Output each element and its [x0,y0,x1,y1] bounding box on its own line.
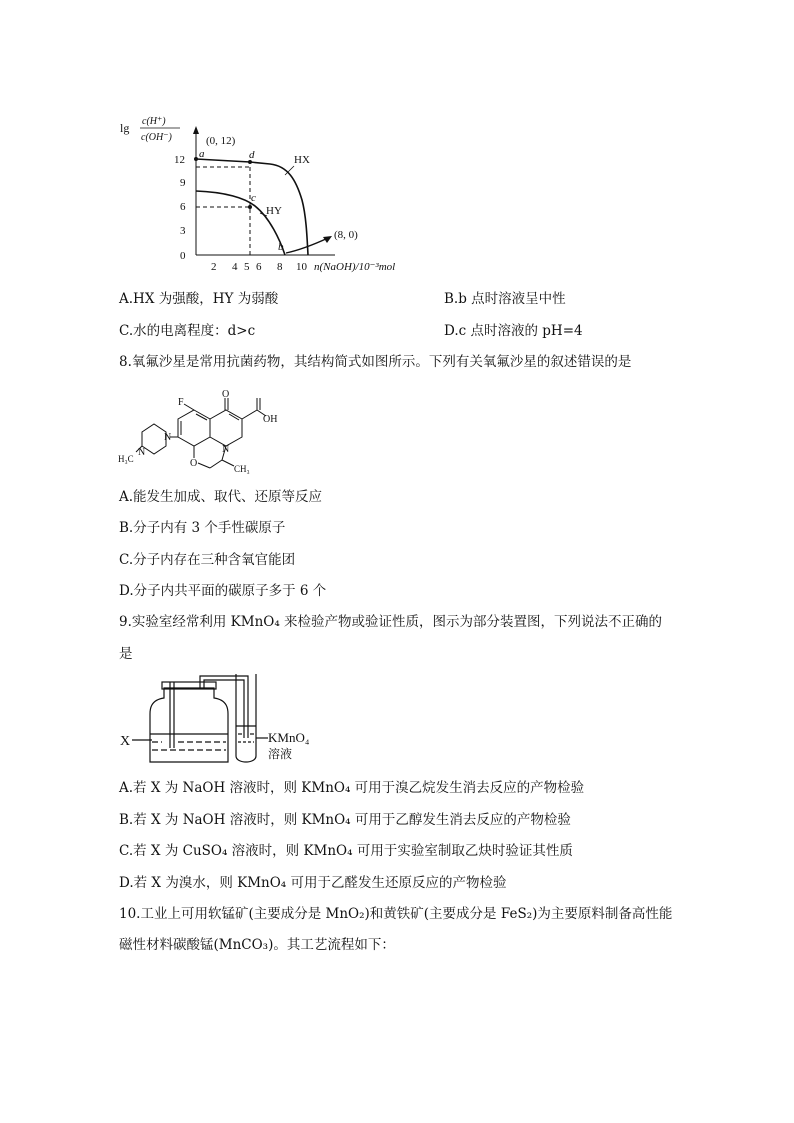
svg-text:N: N [164,432,172,443]
q8-option-b: B.分子内有 3 个手性碳原子 [119,520,286,536]
gas-washing-apparatus [118,668,328,768]
hx-label: HX [294,154,310,166]
x-tick: 4 [232,261,238,273]
svg-text:N: N [222,444,230,455]
svg-text:CH₃: CH₃ [234,464,250,474]
q9-option-a: A.若 X 为 NaOH 溶液时，则 KMnO₄ 可用于溴乙烷发生消去反应的产物检验 [119,780,585,796]
q9-stem-line2: 是 [119,646,133,662]
y-axis-label-prefix: lg [120,121,130,135]
titration-graph [110,110,450,280]
q7-option-a: A.HX 为强酸，HY 为弱酸 [119,291,279,307]
q9-option-c: C.若 X 为 CuSO₄ 溶液时，则 KMnO₄ 可用于实验室制取乙炔时验证其性质 [119,843,573,859]
reagent-label-line2: 溶液 [268,747,293,761]
svg-text:OH: OH [263,414,278,425]
y-tick: 3 [180,225,186,237]
q7-option-c: C.水的电离程度：d>c [119,323,256,339]
x-tick: 5 [244,261,250,273]
point-start-label: (0, 12) [206,135,236,147]
ofloxacin-structure [118,388,278,474]
point-d-label: d [249,149,255,161]
y-axis-label-denominator: c(OH⁻) [141,132,172,143]
q7-option-d: D.c 点时溶液的 pH=4 [444,323,583,339]
q8-option-a: A.能发生加成、取代、还原等反应 [119,489,323,505]
x-label: X [120,734,131,749]
point-b-label: b [278,241,284,253]
q10-stem-line1: 10.工业上可用软锰矿(主要成分是 MnO₂)和黄铁矿(主要成分是 FeS₂)为主要原料制备高性能 [119,906,673,922]
hy-label: HY [266,205,282,217]
reagent-label-line1: KMnO₄ [268,730,310,745]
y-tick: 9 [180,177,186,189]
hy-curve [196,191,285,255]
point-a-label: a [199,148,205,160]
y-tick: 12 [174,154,185,166]
q10-stem-line2: 磁性材料碳酸锰(MnCO₃)。其工艺流程如下： [119,937,395,953]
svg-text:O: O [190,458,198,469]
x-tick: 10 [296,261,307,273]
x-tick: 8 [277,261,283,273]
q8-option-c: C.分子内存在三种含氧官能团 [119,552,296,568]
q9-option-b: B.若 X 为 NaOH 溶液时，则 KMnO₄ 可用于乙醇发生消去反应的产物检验 [119,812,571,828]
svg-text:H₃C: H₃C [118,454,134,464]
q9-stem-line1: 9.实验室经常利用 KMnO₄ 来检验产物或验证性质，图示为部分装置图，下列说法不正确的 [119,614,663,630]
y-tick: 6 [180,201,186,213]
x-axis-label: n(NaOH)/10⁻³mol [314,261,396,273]
y-axis-label-numerator: c(H⁺) [142,116,166,127]
q8-stem: 8.氧氟沙星是常用抗菌药物，其结构简式如图所示。下列有关氧氟沙星的叙述错误的是 [119,354,632,370]
q7-option-b: B.b 点时溶液呈中性 [444,291,566,307]
y-tick: 0 [180,250,186,262]
x-tick: 6 [256,261,262,273]
svg-text:F: F [178,397,184,408]
point-end-label: (8, 0) [334,229,358,241]
q8-option-d: D.分子内共平面的碳原子多于 6 个 [119,583,327,599]
svg-text:O: O [222,389,230,400]
point-c-label: c [251,192,256,204]
q9-option-d: D.若 X 为溴水，则 KMnO₄ 可用于乙醛发生还原反应的产物检验 [119,875,507,891]
svg-text:N: N [138,447,146,458]
x-tick: 2 [211,261,217,273]
